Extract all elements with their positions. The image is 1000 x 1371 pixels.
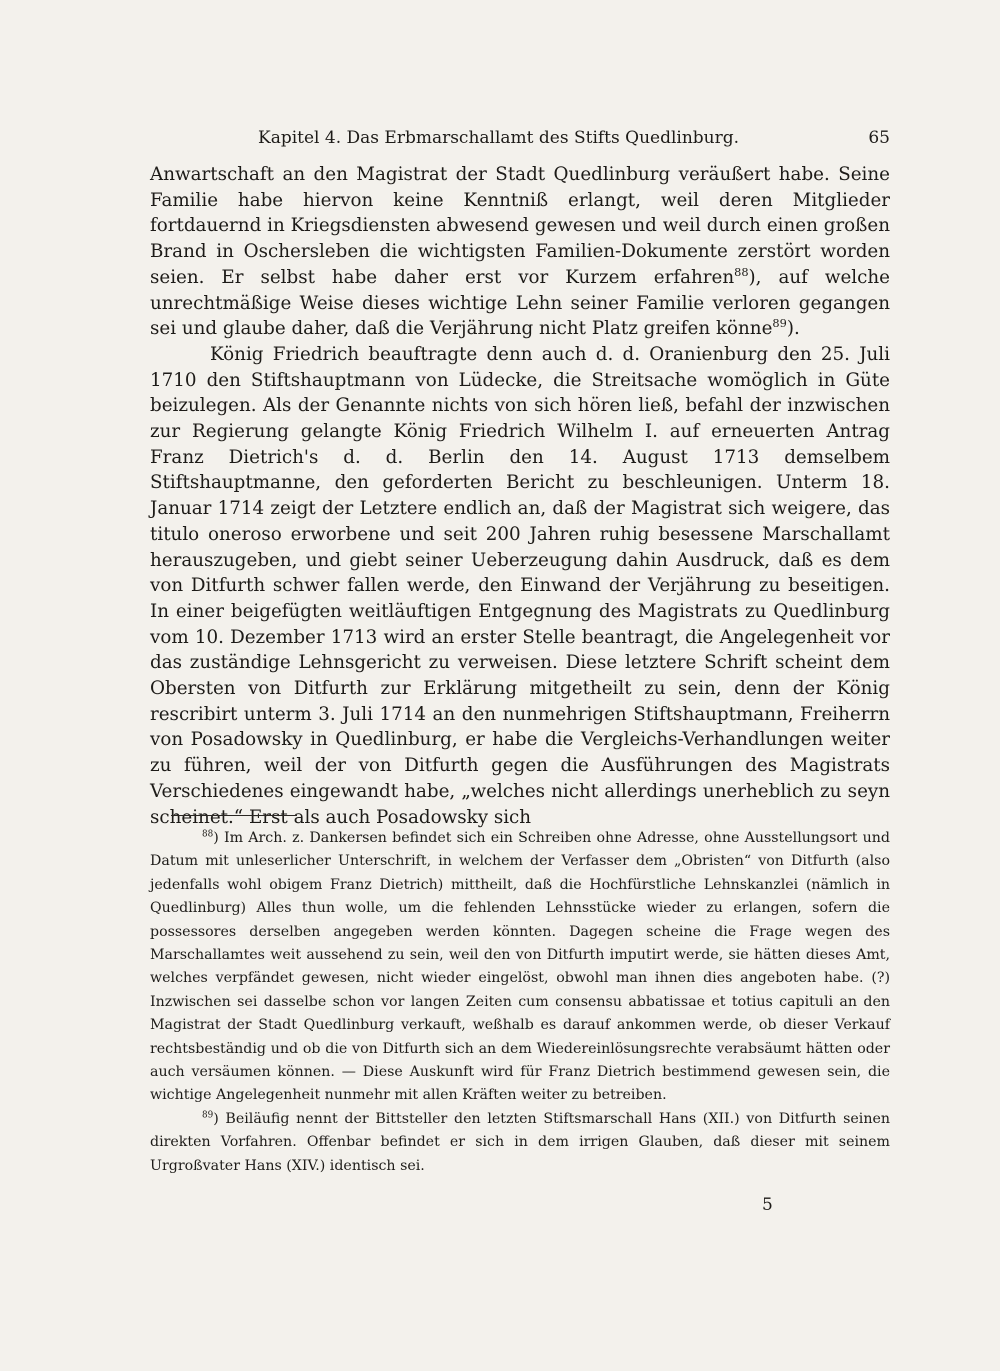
footnote-divider [171,815,297,816]
main-text [150,162,890,830]
page-number: 65 [868,128,890,148]
paragraph-text: ), auf welche unrechtmäßige Weise dieses wichtige Lehn seiner Familie verloren gegangen sei und glaube daher, daß die Verjährung nicht Platz greifen könne [150,266,890,340]
running-title: Kapitel 4. Das Erbmarschallamt des Stifts Quedlinburg. [258,128,740,148]
paragraph-text: König Friedrich beauftragte denn auch d. d. Oranienburg den 25. Juli 1710 den Stiftshauptmann von Lüdecke, die Streitsache womöglich in Güte beizulegen. Als der Genannte nichts von sich hören ließ, befahl der inzwischen zur Regierung gelangte König Friedrich Wilhelm I. auf erneuerten Antrag Franz Dietrich's d. d. Berlin den 14. August 1713 demselbem Stiftshauptmanne, den geforderten Bericht zu beschleunigen. Unterm 18. Januar 1714 zeigt der Letztere endlich an, daß der Magistrat sich weigere, das titulo oneroso erworbene und seit 200 Jahren ruhig besessene Marschallamt herauszugeben, und giebt seiner Ueberzeugung dahin Ausdruck, daß es dem von Ditfurth schwer fallen werde, den Einwand der Verjährung zu beseitigen. In einer beigefügten weitläuftigen Entgegnung des Magistrats zu Quedlinburg vom 10. Dezember 1713 wird an erster Stelle beantragt, die Angelegenheit vor das zuständige Lehnsgericht zu verweisen. Diese letztere Schrift scheint dem Obersten von Ditfurth zur Erklärung mitgetheilt zu sein, denn der König rescribirt unterm 3. Juli 1714 an den nunmehrigen Stiftshauptmann, Freiherrn von Posadowsky in Quedlinburg, er habe die Vergleichs-Verhandlungen weiter zu führen, weil der von Ditfurth gegen die Ausführungen des Magistrats Verschiedenes eingewandt habe, „welches nicht allerdings unerheblich zu seyn scheinet.“ Erst als auch Posadowsky sich [150,343,890,828]
footnote-marker: 88 [202,829,214,840]
paragraph-text: ). [786,318,800,340]
footnote-text: ) Im Arch. z. Dankersen befindet sich ein Schreiben ohne Adresse, ohne Ausstellungsort und Datum mit unleserlicher Unterschrift, in welchem der Verfasser dem „Obristen“ von Ditfurth (also jedenfalls wohl obigem Franz Dietrich) mittheilt, daß die Hochfürstliche Lehnskanzlei (nämlich in Quedlinburg) Alles thun wolle, um die fehlenden Lehnsstücke wieder zu erlangen, sofern die possessores derselben angegeben werden könnten. Dagegen scheine die Frage wegen des Marschallamtes weit aussehend zu sein, weil den von Ditfurth imputirt werde, sie hätten dieses Amt, welches verpfändet gewesen, nicht wieder eingelöst, obwohl man ihnen dies angeboten habe. (?) Inzwischen sei dasselbe schon vor langen Zeiten cum consensu abbatissae et totius capituli an den Magistrat der Stadt Quedlinburg verkauft, weßhalb es darauf ankommen werde, ob dieser Verkauf rechtsbeständig und ob die von Ditfurth sich an dem Wiedereinlösungsrechte verabsäumt hätten oder auch versäumen können. — Diese Auskunft wird für Franz Dietrich bestimmend gewesen sein, die wichtige Angelegenheit nunmehr mit allen Kräften weiter zu betreiben. [150,830,890,1104]
paragraph [150,342,890,830]
paragraph-text: Anwartschaft an den Magistrat der Stadt Quedlinburg veräußert habe. Seine Familie habe hiervon keine Kenntniß erlangt, weil deren Mitglieder fortdauernd in Kriegsdiensten abwesend gewesen und weil durch einen großen Brand in Oschersleben die wichtigsten Familien-Dokumente zerstört worden seien. Er selbst habe daher erst vor Kurzem erfahren [150,164,890,288]
footnote-marker: 89 [202,1110,214,1121]
page-header [150,128,890,152]
paragraph [150,162,890,342]
footnote-text: ) Beiläufig nennt der Bittsteller den letzten Stiftsmarschall Hans (XII.) von Ditfurth seinen direkten Vorfahren. Offenbar befindet er sich in dem irrigen Glauben, daß dieser mit seinem Urgroßvater Hans (XIV.) identisch sei. [150,1110,890,1174]
footnotes [150,827,890,1178]
footnote [150,827,890,1108]
footnote [150,1108,890,1178]
footnote-reference: 88 [734,264,749,279]
footnote-reference: 89 [772,316,787,331]
signature-mark: 5 [762,1195,773,1215]
